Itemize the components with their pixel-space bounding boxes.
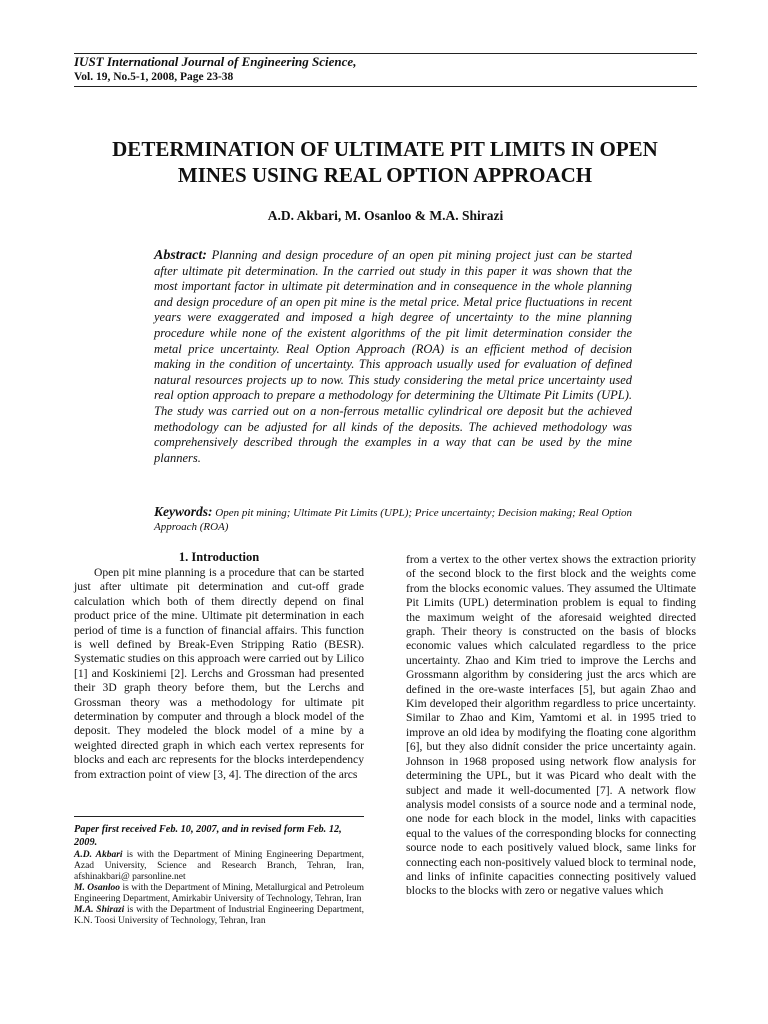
footnotes (74, 824, 364, 927)
introduction-paragraph-right: from a vertex to the other vertex shows the extraction priority of the second block to the first block and the weights come from the blocks economic values. They assumed the Ultimate Pit Limits (UPL) determination problem is equal to finding the maximum weight of the aforesaid weighted directed graph. Their theory is constructed on the basis of blocks economic values which calculated regardless to the price uncertainty. Zhao and Kim tried to improve the Lerchs and Grossmann algorithm by considering just the arcs which are defined in the ore-waste interfaces [5], but again Zhao and Kim developed their algorithm regardless to price uncertainty. Similar to Zhao and Kim, Yamtomi et al. in 1995 tried to improve an old idea by modifying the floating cone algorithm [6], but they also didnít consider the price uncertainty again. Johnson in 1968 proposed using network flow analysis for determining the UPL, but it was Picard who dealt with the subject and made it well-documented [7]. A network flow analysis model consists of a source node and a terminal node, one node for each block in the model, links with capacities equal to the values of the corresponding blocks for connecting source node to each positively valued block, same links for connecting each non-positively valued block to terminal node, and links of infinite capacities connecting positively valued blocks to the blocks with zero or negative values which (406, 553, 696, 898)
header-bottom-rule (74, 86, 697, 87)
abstract-label: Abstract: (154, 248, 207, 263)
author-list: A.D. Akbari, M. Osanloo & M.A. Shirazi (267, 208, 504, 223)
author-affiliation (74, 883, 364, 905)
title-line-2: MINES USING REAL OPTION APPROACH (177, 163, 593, 187)
introduction-heading: 1. Introduction (178, 550, 260, 564)
title-line-1: DETERMINATION OF ULTIMATE PIT LIMITS IN OPEN (112, 137, 658, 161)
abstract (154, 248, 632, 466)
journal-name: IUST International Journal of Engineering Science, (74, 54, 357, 69)
paper-title (60, 136, 710, 188)
introduction-paragraph-left: Open pit mine planning is a procedure that can be started just after ultimate pit determination and cut-off grade calculation which both of them directly depend on final product price of the mine. Ultimate pit determination in each period of time is a function of financial affairs. This function is well defined by Break-Even Stripping Ratio (BESR). Systematic studies on this approach were carried out by Lilico [1] and Koskiniemi [2]. Lerchs and Grossman had presented their 3D graph theory before them, but the Lerchs and Grossman theory was a methodology for ultimate pit determination by computer and through a block model of the deposit. They modeled the block model of a mine by a weighted directed graph in which each vertex represents for blocks and each arc represents for the blocks interdependency from extraction point of view [3, 4]. The direction of the arcs (74, 566, 364, 781)
journal-header (74, 54, 697, 84)
journal-issue: Vol. 19, No.5-1, 2008, Page 23-38 (74, 71, 234, 83)
author-name: A.D. Akbari (74, 850, 123, 860)
received-date-note: Paper first received Feb. 10, 2007, and in revised form Feb. 12, 2009. (74, 824, 342, 848)
keywords (154, 505, 632, 534)
author-affiliation-text: is with the Department of Industrial Engineering Department, K.N. Toosi University of Technology, Tehran, Iran (74, 905, 364, 926)
keywords-label: Keywords: (154, 504, 213, 519)
author-affiliation (74, 905, 364, 927)
footnote-rule (74, 816, 364, 817)
author-affiliation-text: is with the Department of Mining, Metallurgical and Petroleum Engineering Department, Amirkabir University of Technology, Tehran, Iran (74, 883, 364, 904)
author-affiliation (74, 850, 364, 883)
right-column (406, 553, 696, 899)
left-column (74, 548, 364, 782)
author-name: M.A. Shirazi (74, 905, 125, 915)
author-affiliation-text: is with the Department of Mining Engineering Department, Azad University, Science and Research Branch, Tehran, Iran, afshinakbari@ parsonline.net (74, 850, 364, 882)
author-name: M. Osanloo (74, 883, 121, 893)
abstract-text: Planning and design procedure of an open pit mining project just can be started after ultimate pit determination. In the carried out study in this paper it was shown that the most important factor in ultimate pit determination and in consequence in the whole planning and design procedure of an open pit mine is the metal price. Metal price fluctuations in recent years were exaggerated and imposed a high degree of uncertainty to the mine planning procedure while none of the existent algorithms of the pit limit determination consider the metal price uncertainty. Real Option Approach (ROA) is an efficient method of decision making in the condition of uncertainty. This approach usually used for evaluation of defined natural resources projects up to now. This study considering the metal price uncertainty used real option approach to prepare a methodology for determining the Ultimate Pit Limits (UPL). The study was carried out on a non-ferrous metallic cylindrical ore deposit but the achieved methodology can be adjusted for all kinds of the deposits. The achieved methodology was comprehensively described through the examples in a way that can be used by the mine planners. (154, 248, 633, 465)
keywords-text: Open pit mining; Ultimate Pit Limits (UPL); Price uncertainty; Decision making; Real Option Approach (ROA) (154, 507, 633, 533)
